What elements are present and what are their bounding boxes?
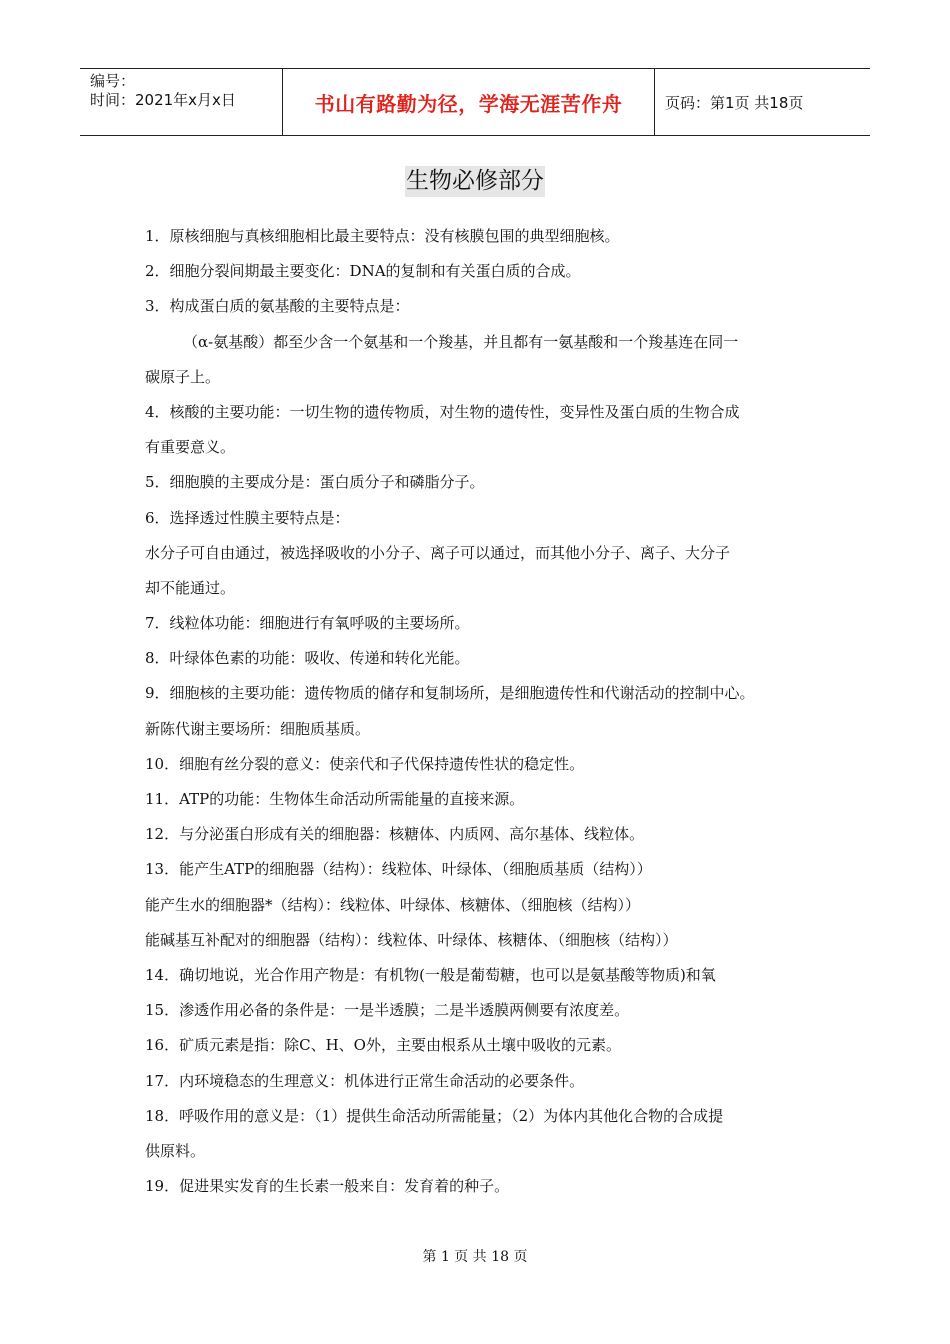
- page-footer: 第 1 页 共 18 页: [422, 1249, 528, 1265]
- body-line: 18．呼吸作用的意义是：（1）提供生命活动所需能量；（2）为体内其他化合物的合成提: [145, 1106, 724, 1125]
- page-title: 生物必修部分: [405, 166, 545, 197]
- body-line: 供原料。: [145, 1141, 206, 1160]
- body-line: 6．选择透过性膜主要特点是：: [145, 508, 350, 527]
- header-meta: [80, 69, 282, 135]
- body-line: 16．矿质元素是指：除C、H、O外，主要由根系从土壤中吸收的元素。: [145, 1036, 621, 1055]
- header-page-cell: [655, 69, 870, 135]
- time-label: 时间：2021年x月x日: [90, 91, 236, 109]
- body-line: 15．渗透作用必备的条件是：一是半透膜；二是半透膜两侧要有浓度差。: [145, 1001, 630, 1020]
- body-line: 11．ATP的功能：生物体生命活动所需能量的直接来源。: [145, 790, 525, 808]
- header-motto-cell: [282, 69, 655, 135]
- body-line: 5．细胞膜的主要成分是：蛋白质分子和磷脂分子。: [145, 473, 485, 492]
- body-line: 10．细胞有丝分裂的意义：使亲代和子代保持遗传性状的稳定性。: [145, 754, 585, 773]
- header-page-info: 页码：第1页 共18页: [665, 93, 804, 112]
- body-line: 13．能产生ATP的细胞器（结构）：线粒体、叶绿体、（细胞质基质（结构））: [145, 860, 652, 879]
- body-line: 能产生水的细胞器*（结构）：线粒体、叶绿体、核糖体、（细胞核（结构））: [145, 895, 641, 914]
- body-line: 新陈代谢主要场所：细胞质基质。: [145, 719, 371, 738]
- body-line: 1．原核细胞与真核细胞相比最主要特点：没有核膜包围的典型细胞核。: [145, 227, 620, 245]
- body-line: 能碱基互补配对的细胞器（结构）：线粒体、叶绿体、核糖体、（细胞核（结构））: [145, 930, 678, 949]
- title-wrap: [0, 166, 950, 197]
- number-label: 编号：: [90, 72, 136, 90]
- body-line: 碳原子上。: [145, 367, 221, 386]
- body-line: 17．内环境稳态的生理意义：机体进行正常生命活动的必要条件。: [145, 1071, 585, 1090]
- body-line: 19．促进果实发育的生长素一般来自：发育着的种子。: [145, 1177, 510, 1196]
- body-line: 12．与分泌蛋白形成有关的细胞器：核糖体、内质网、高尔基体、线粒体。: [145, 825, 645, 844]
- document-body: [145, 219, 835, 1204]
- body-line: 8．叶绿体色素的功能：吸收、传递和转化光能。: [145, 649, 470, 668]
- body-line: 水分子可自由通过，被选择吸收的小分子、离子可以通过，而其他小分子、离子、大分子: [145, 543, 731, 562]
- body-line: 却不能通过。: [145, 578, 236, 597]
- body-line: （α-氨基酸）都至少含一个氨基和一个羧基，并且都有一氨基酸和一个羧基连在同一: [183, 332, 739, 351]
- body-line: 3．构成蛋白质的氨基酸的主要特点是：: [145, 297, 410, 316]
- body-line: 有重要意义。: [145, 438, 236, 457]
- body-line: 9．细胞核的主要功能：遗传物质的储存和复制场所，是细胞遗传性和代谢活动的控制中心。: [145, 684, 755, 703]
- body-line: 2．细胞分裂间期最主要变化：DNA的复制和有关蛋白质的合成。: [145, 262, 581, 281]
- header-motto: 书山有路勤为径，学海无涯苦作舟: [314, 91, 623, 116]
- body-line: 7．线粒体功能：细胞进行有氧呼吸的主要场所。: [145, 614, 470, 633]
- body-line: 4．核酸的主要功能：一切生物的遗传物质，对生物的遗传性，变异性及蛋白质的生物合成: [145, 402, 740, 421]
- body-line: 14．确切地说，光合作用产物是：有机物(一般是葡萄糖，也可以是氨基酸等物质)和氧: [145, 965, 716, 984]
- header-table: [80, 68, 870, 136]
